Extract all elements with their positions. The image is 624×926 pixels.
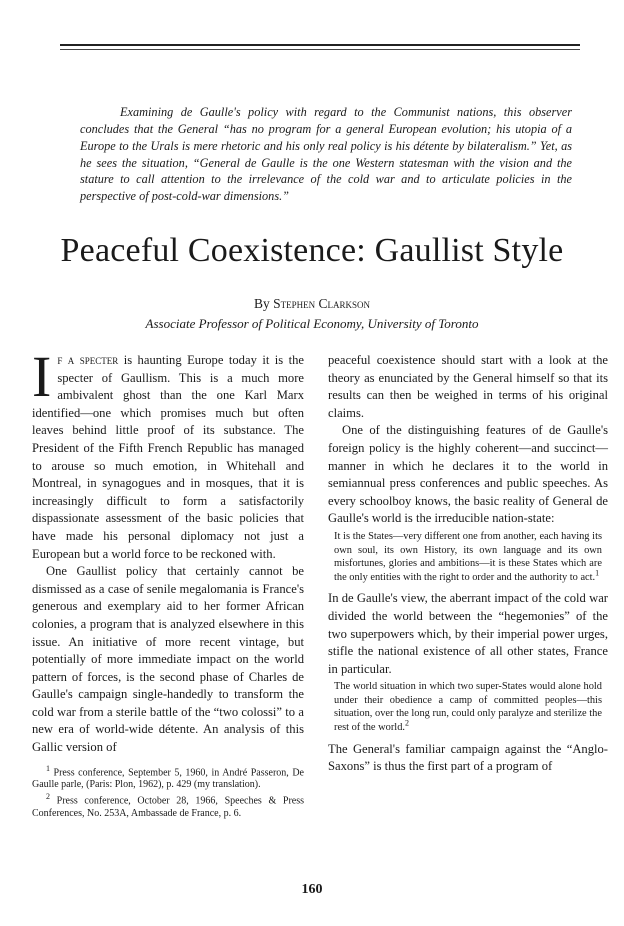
- footnote-ref-2: 2: [404, 718, 409, 728]
- footnote-1-text: Press conference, September 5, 1960, in André Passeron, De Gaulle parle, (Paris: Plon, 1962), p. 429 (my translation).: [32, 766, 304, 791]
- block-quote-2-text: The world situation in which two super-States would alone hold under their obedience a camp of committed peoples—this situation, over the long run, could only paralyze and sterilize the rest of the world.: [334, 681, 602, 734]
- abstract: Examining de Gaulle's policy with regard to the Communist nations, this observer concludes that the General “has no program for a general European evolution; his utopia of a Europe to the Urals is mere rhetoric and his only real policy is his détente by bilateralism.” Yet, as he sees the situation, “General de Gaulle is the one Western statesman with the vision and the stature to call attention to the irrelevance of the cold war and to articulate policies in the perspective of post-cold-war dimensions.”: [80, 105, 572, 204]
- block-quote-2: [334, 680, 602, 734]
- article-title: Peaceful Coexistence: Gaullist Style: [60, 232, 564, 269]
- right-paragraph-3: In de Gaulle's view, the aberrant impact of the cold war divided the world between the “hegemonies” of the two superpowers which, by their imperial power urges, stifle the national existence of all other states, France in particular.: [328, 591, 608, 676]
- left-paragraph-1: [32, 344, 305, 563]
- footnote-2-text: Press conference, October 28, 1966, Speeches & Press Conferences, No. 253A, Ambassade de France, p. 6.: [32, 795, 304, 819]
- author-name: Stephen Clarkson: [273, 296, 371, 311]
- top-rule-thin: [60, 49, 580, 50]
- byline: [0, 296, 624, 312]
- right-column: [328, 352, 608, 776]
- footnote-1: [32, 763, 304, 792]
- right-paragraph-1: peaceful coexistence should start with a look at the theory as enunciated by the General himself so that its results can then be weighed in terms of his original claims.: [328, 353, 608, 420]
- drop-cap: I: [32, 344, 52, 409]
- right-paragraph-2: One of the distinguishing features of de Gaulle's foreign policy is the highly coherent—and succinct—manner in which he declares it to the world in semiannual press conferences and public speeches. As every schoolboy knows, the basic reality of General de Gaulle's world is the irreducible nation-state:: [328, 423, 608, 526]
- footnote-2: [32, 791, 304, 820]
- block-quote-1-text: It is the States—very different one from another, each having its own soul, its own History, its own language and its own misfortunes, glories and ambitions—it is these States which are the only entities with the right to order and the authority to act.: [334, 530, 602, 583]
- page-number: 160: [301, 882, 323, 897]
- footnote-ref-1: 1: [595, 568, 600, 578]
- author-affiliation: Associate Professor of Political Economy, University of Toronto: [145, 316, 479, 331]
- left-paragraph-2: One Gaullist policy that certainly cannot be dismissed as a case of senile megalomania is France's generous and exemplary aid to her former African colonies, a program that is analyzed elsewhere in this issue. An initiative of more recent vintage, but potentially of more immediate impact on the world pattern of forces, is the second phase of Charles de Gaulle's campaign single-handedly to transform the cold war from a sterile battle of the “two colossi” to a new era of world-wide détente. An analysis of this Gallic version of: [32, 564, 304, 755]
- right-paragraph-4: The General's familiar campaign against the “Anglo-Saxons” is thus the first part of a program of: [328, 741, 608, 774]
- top-rule: [60, 44, 580, 46]
- footnote-2-number: 2: [46, 792, 50, 802]
- left-paragraph-1-text: is haunting Europe today it is the specter of Gaullism. This is a much more ambivalent ghost than the one Karl Marx identified—one which promises much but often leaves behind little proof of its substance. The President of the Fifth French Republic has managed to arouse so much emotion, in Whitehall and Montreal, in synagogues and in mosques, that it is increasingly difficult to form a satisfactorily dispassionate assessment of the basic policies that have made his personal diplomacy not just a European but a world force to be reckoned with.: [32, 353, 305, 561]
- left-column: [32, 344, 305, 820]
- block-quote-1: [334, 530, 602, 584]
- lead-in: f a specter: [57, 353, 119, 367]
- footnote-1-number: 1: [46, 763, 50, 773]
- byline-prefix: By: [253, 296, 270, 311]
